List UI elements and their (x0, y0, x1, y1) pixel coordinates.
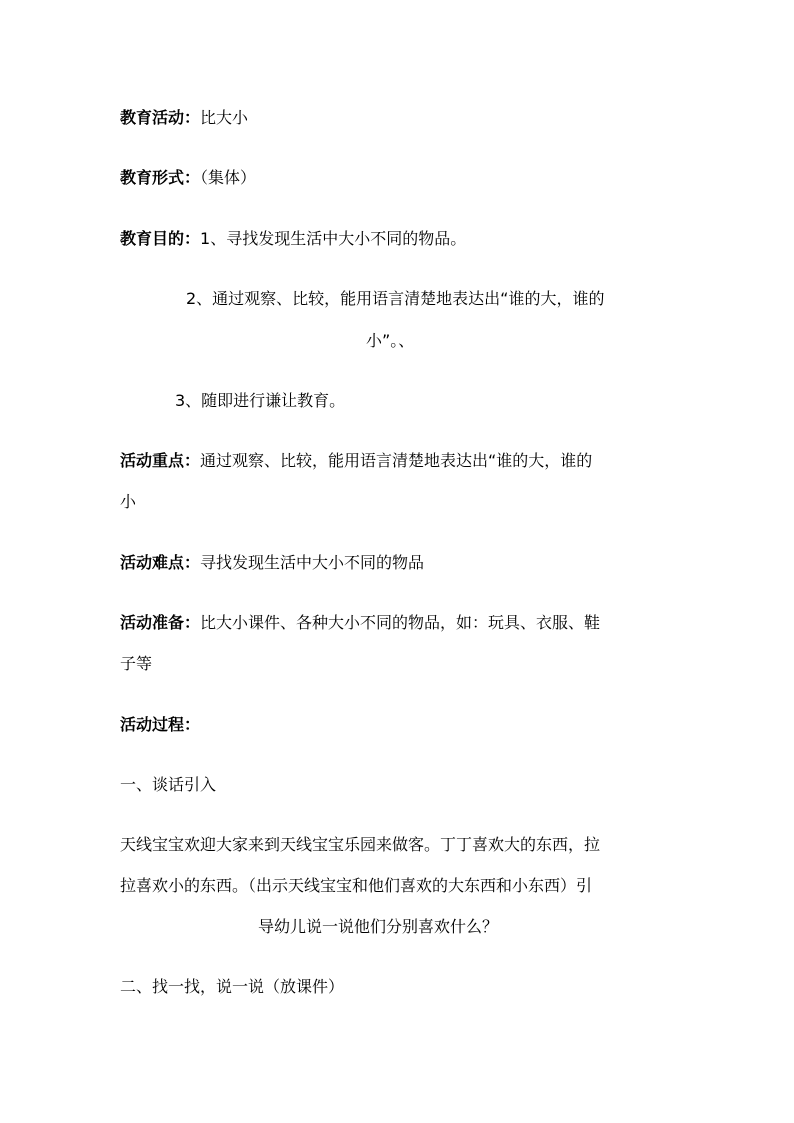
key-point-line (120, 450, 592, 472)
goal-item-2-line-1: 2、通过观察、比较，能用语言清楚地表达出“谁的大，谁的 (186, 289, 605, 308)
section-2-heading: 二、找一找，说一说（放课件） (120, 977, 345, 996)
key-point-value: 通过观察、比较，能用语言清楚地表达出“谁的大，谁的 (200, 451, 593, 470)
preparation-label: 活动准备： (120, 613, 201, 632)
activity-line (120, 107, 248, 129)
form-line (120, 167, 256, 189)
form-label: 教育形式： (120, 168, 201, 187)
goal-item-1: 1、寻找发现生活中大小不同的物品。 (200, 229, 467, 248)
section-1-heading: 一、谈话引入 (120, 775, 217, 794)
difficulty-label: 活动难点： (120, 553, 201, 572)
goals-line (120, 228, 466, 250)
goals-label: 教育目的： (120, 229, 201, 248)
key-point-line-2: 小 (120, 492, 137, 511)
difficulty-value: 寻找发现生活中大小不同的物品 (200, 553, 425, 572)
goal-item-3: 3、随即进行谦让教育。 (175, 391, 346, 410)
key-point-label: 活动重点： (120, 451, 201, 470)
process-label: 活动过程： (120, 715, 201, 734)
section-1-para-line-2: 拉喜欢小的东西。（出示天线宝宝和他们喜欢的大东西和小东西）引 (120, 876, 593, 895)
difficulty-line (120, 552, 424, 574)
goal-item-2-line-2: 小”。、 (366, 331, 415, 350)
activity-label: 教育活动： (120, 108, 201, 127)
section-1-para-line-3: 导幼儿说一说他们分别喜欢什么？ (258, 917, 499, 936)
activity-value: 比大小 (200, 108, 249, 127)
form-value: （集体） (200, 168, 257, 187)
preparation-value: 比大小课件、各种大小不同的物品，如：玩具、衣服、鞋 (200, 613, 601, 632)
section-1-para-line-1: 天线宝宝欢迎大家来到天线宝宝乐园来做客。丁丁喜欢大的东西，拉 (120, 835, 601, 854)
preparation-line-2: 子等 (120, 654, 153, 673)
preparation-line (120, 612, 600, 634)
